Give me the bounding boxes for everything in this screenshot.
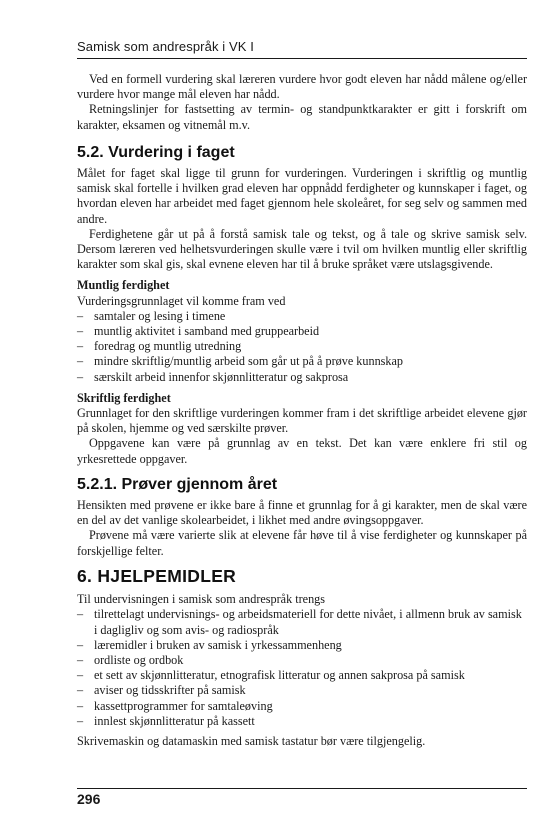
list-item: – læremidler i bruken av samisk i yrkessammenheng <box>77 638 527 653</box>
oral-skill-list <box>77 309 527 385</box>
page-number: 296 <box>77 791 101 807</box>
running-header: Samisk som andrespråk i VK I <box>77 39 254 54</box>
section-5-2-1-paragraph-2: Prøvene må være varierte slik at elevene får høve til å vise ferdigheter og kunnskaper på forskjellige felter. <box>77 528 527 558</box>
list-item: – aviser og tidsskrifter på samisk <box>77 683 527 698</box>
chapter-6-lead: Til undervisningen i samisk som andrespråk trengs <box>77 592 326 607</box>
footer-rule <box>77 788 527 789</box>
oral-skill-lead: Vurderingsgrunnlaget vil komme fram ved <box>77 293 286 308</box>
list-item: – foredrag og muntlig utredning <box>77 339 527 354</box>
list-item: – et sett av skjønnlitteratur, etnografisk litteratur og annen sakprosa på samisk <box>77 668 527 683</box>
intro-paragraph-1: Ved en formell vurdering skal læreren vurdere hvor godt eleven har nådd målene og/eller vurdere hvor mange mål eleven har nådd. <box>77 72 527 102</box>
section-heading-5-2-1: 5.2.1. Prøver gjennom året <box>77 475 278 493</box>
written-skill-paragraph-1: Grunnlaget for den skriftlige vurderingen kommer fram i det skriftlige arbeidet elevene gjør på skolen, hjemme og ved særskilte prøver. <box>77 406 527 436</box>
chapter-6-closing: Skrivemaskin og datamaskin med samisk tastatur bør være tilgjengelig. <box>77 733 426 748</box>
resources-list <box>77 607 527 729</box>
list-item: – tilrettelagt undervisnings- og arbeidsmateriell for dette nivået, i allmenn bruk av samisk i dagligliv og som avis- og radiospråk <box>77 607 527 637</box>
oral-skill-heading: Muntlig ferdighet <box>77 278 170 293</box>
list-item: – samtaler og lesing i timene <box>77 309 527 324</box>
header-rule <box>77 58 527 59</box>
list-item: – særskilt arbeid innenfor skjønnlitteratur og sakprosa <box>77 370 527 385</box>
list-item: – muntlig aktivitet i samband med gruppearbeid <box>77 324 527 339</box>
written-skill-paragraph-2: Oppgavene kan være på grunnlag av en tekst. Det kan være enklere fri stil og yrkesrettede oppgaver. <box>77 436 527 466</box>
written-skill-heading: Skriftlig ferdighet <box>77 390 171 405</box>
list-item: – ordliste og ordbok <box>77 653 527 668</box>
section-5-2-1-paragraph-1: Hensikten med prøvene er ikke bare å finne et grunnlag for å gi karakter, men de skal være en del av det vanlige skolearbeidet, i likhet med andre øvingsoppgaver. <box>77 498 527 528</box>
section-heading-5-2: 5.2. Vurdering i faget <box>77 143 235 161</box>
list-item: – innlest skjønnlitteratur på kassett <box>77 714 527 729</box>
list-item: – mindre skriftlig/muntlig arbeid som går ut på å prøve kunnskap <box>77 354 527 369</box>
page-body <box>77 72 527 749</box>
list-item: – kassettprogrammer for samtaleøving <box>77 699 527 714</box>
section-5-2-paragraph-2: Ferdighetene går ut på å forstå samisk tale og tekst, og å tale og skrive samisk selv. Dersom læreren ved helhetsvurderingen skulle være i tvil om hvilken muntlig eller skriftlig karakter som skal gis, skal evnene eleven har til å bruke språket være utslagsgivende. <box>77 226 527 272</box>
chapter-heading-6: 6. HJELPEMIDLER <box>77 565 237 586</box>
section-5-2-paragraph-1: Målet for faget skal ligge til grunn for vurderingen. Vurderingen i skriftlig og muntlig samisk skal fortelle i hvilken grad eleven har oppnådd ferdigheter og kunnskaper i faget, og hvordan eleven har arbeidet med faget gjennom hele skoleåret, for seg selv og sammen med andre. <box>77 166 527 226</box>
intro-paragraph-2: Retningslinjer for fastsetting av termin- og standpunktkarakter er gitt i forskrift om karakter, eksamen og vitnemål m.v. <box>77 102 527 132</box>
